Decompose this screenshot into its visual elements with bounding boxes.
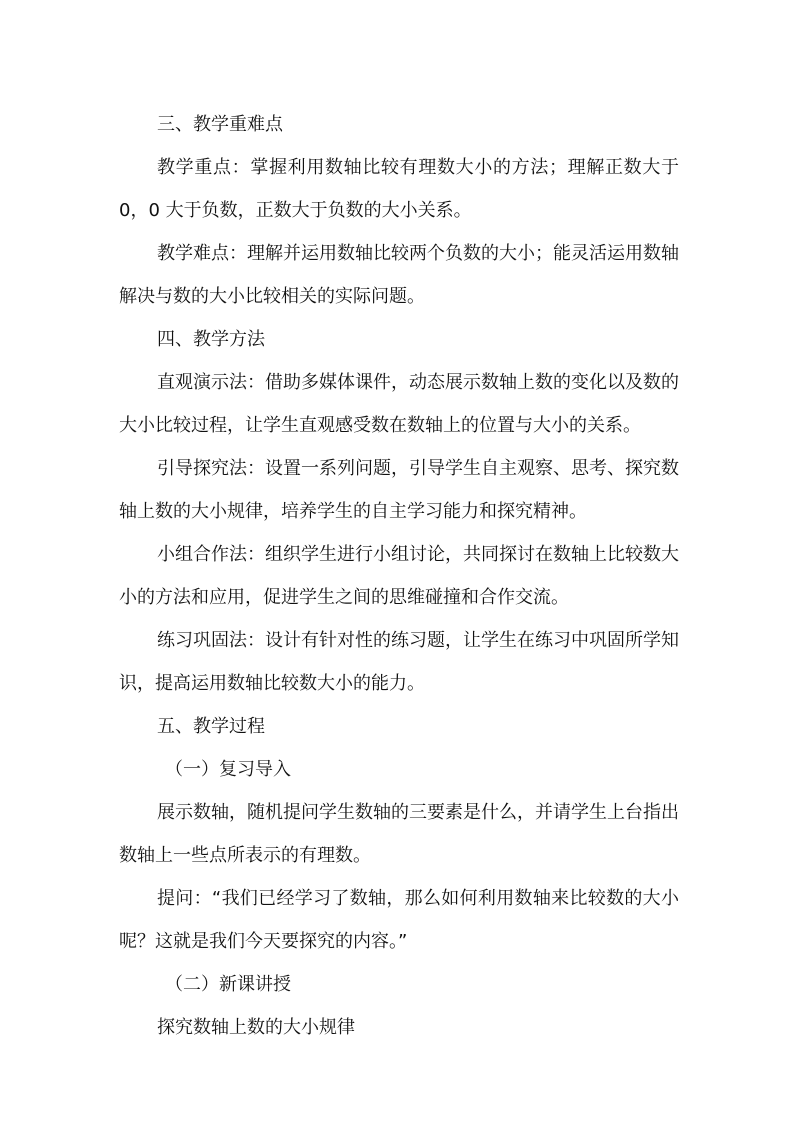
document-body [119, 103, 679, 1049]
subsection-heading-new-lesson: （二）新课讲授 [165, 974, 291, 995]
subsection-heading-review: （一）复习导入 [165, 759, 291, 780]
section-heading-key-points: 三、教学重难点 [157, 114, 283, 135]
paragraph-group-cooperation-method: 小组合作法：组织学生进行小组讨论，共同探讨在数轴上比较数大小的方法和应用，促进学生之间的思维碰撞和合作交流。 [119, 544, 679, 608]
paragraph-practice-method: 练习巩固法：设计有针对性的练习题，让学生在练习中巩固所学知识，提高运用数轴比较数大小的能力。 [119, 630, 679, 694]
section-heading-methods: 四、教学方法 [157, 329, 265, 350]
paragraph-guided-inquiry-method: 引导探究法：设置一系列问题，引导学生自主观察、思考、探究数轴上数的大小规律，培养学生的自主学习能力和探究精神。 [119, 458, 679, 522]
section-heading-process: 五、教学过程 [157, 716, 265, 737]
paragraph-explore-rule: 探究数轴上数的大小规律 [157, 1017, 355, 1038]
paragraph-review-intro: 展示数轴，随机提问学生数轴的三要素是什么，并请学生上台指出数轴上一些点所表示的有理数。 [119, 802, 679, 866]
paragraph-demonstration-method: 直观演示法：借助多媒体课件，动态展示数轴上数的变化以及数的大小比较过程，让学生直观感受数在数轴上的位置与大小的关系。 [119, 372, 679, 436]
paragraph-question: 提问：“我们已经学习了数轴，那么如何利用数轴来比较数的大小呢？这就是我们今天要探究的内容。” [119, 888, 679, 952]
paragraph-teaching-focus: 教学重点：掌握利用数轴比较有理数大小的方法；理解正数大于 0，0 大于负数，正数大于负数的大小关系。 [119, 157, 679, 221]
paragraph-teaching-difficulty: 教学难点：理解并运用数轴比较两个负数的大小；能灵活运用数轴解决与数的大小比较相关的实际问题。 [119, 243, 679, 307]
